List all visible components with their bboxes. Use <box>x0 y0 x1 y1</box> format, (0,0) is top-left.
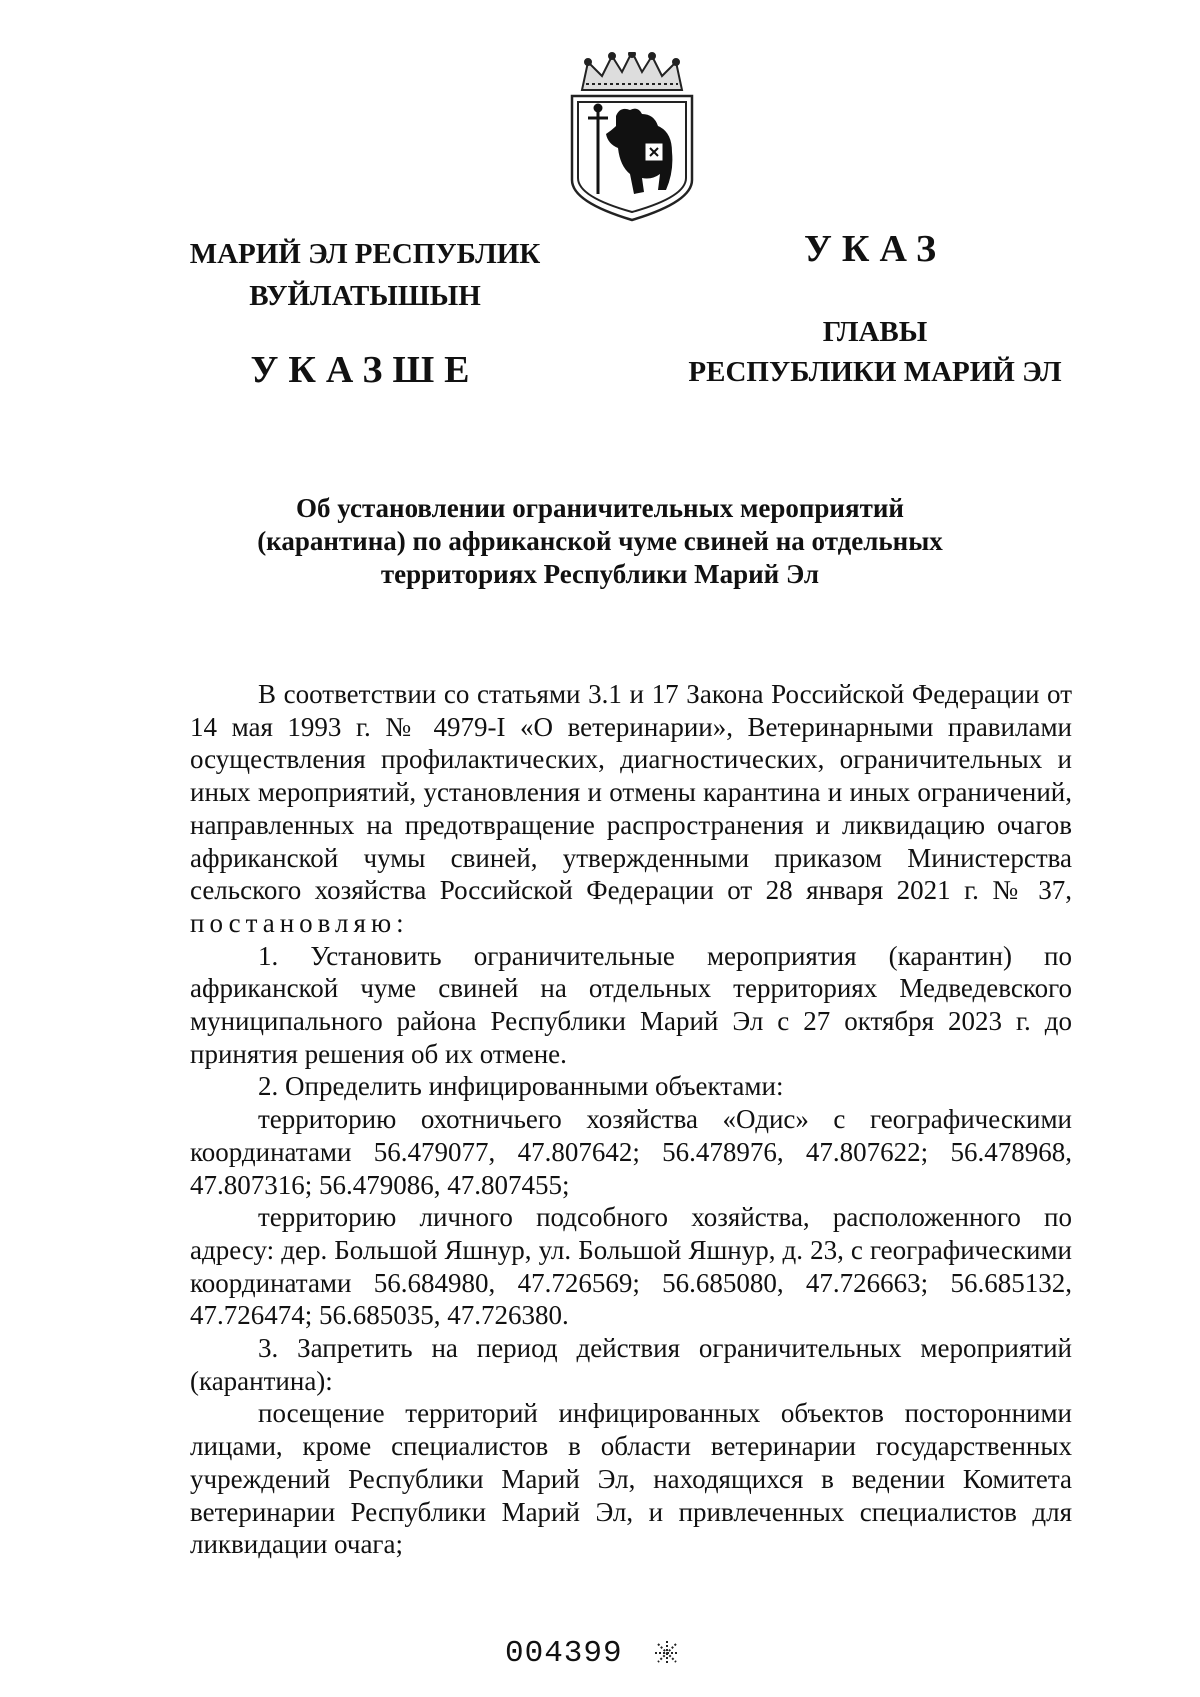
coat-of-arms-icon <box>568 52 696 224</box>
header-right-line2: РЕСПУБЛИКИ МАРИЙ ЭЛ <box>688 356 1062 388</box>
header-right-line1: ГЛАВЫ <box>822 316 928 348</box>
document-body <box>190 678 1072 1561</box>
header-left-title: УКАЗШЕ <box>250 349 480 391</box>
title-line1: Об установлении ограничительных мероприятий <box>296 493 904 523</box>
decree-colon: : <box>396 907 404 938</box>
asterisk-mark-icon <box>653 1639 681 1667</box>
decree-word: постановляю <box>190 907 397 938</box>
item-2: 2. Определить инфицированными объектами: <box>258 1071 784 1102</box>
preamble-text: В соответствии со статьями 3.1 и 17 Закона Российской Федерации от 14 мая 1993 г. № 4979-I «О ветеринарии», Ветеринарными правилами осуществления профилактических, диагностических, ограничительных и иных мероприятий, установления и отмены карантина и иных ограничений, направленных на предотвращение распространения и ликвидацию очагов африканской чумы свиней, утвержденными приказом Министерства сельского хозяйства Российской Федерации от 28 января 2021 г. № 37, <box>190 679 1072 906</box>
item-2-object-b: территорию личного подсобного хозяйства, расположенного по адресу: дер. Большой Яшнур, ул. Большой Яшнур, д. 23, с географическими координатами 56.684980, 47.726569; 56.685080, 47.726663; 56.685132, 47.726474; 56.685035, 47.726380. <box>190 1202 1072 1331</box>
item-3-clause-a: посещение территорий инфицированных объектов посторонними лицами, кроме специалистов в области ветеринарии государственных учреждений Республики Марий Эл, находящихся в ведении Комитета ветеринарии Республики Марий Эл, и привлеченных специалистов для ликвидации очага; <box>190 1398 1072 1560</box>
header-mari <box>165 233 565 393</box>
preamble-paragraph <box>190 678 1072 940</box>
item-1: 1. Установить ограничительные мероприятия (карантин) по африканской чуме свиней на отдельных территориях Медведевского муниципального района Республики Марий Эл с 27 октября 2023 г. до принятия решения об их отмене. <box>190 940 1072 1069</box>
document-title <box>195 492 1005 591</box>
item-3: 3. Запретить на период действия ограничительных мероприятий (карантина): <box>190 1333 1072 1396</box>
header-left-line2: ВУЙЛАТЫШЫН <box>249 280 481 312</box>
title-line3: территориях Республики Марий Эл <box>380 559 820 589</box>
header-left-line1: МАРИЙ ЭЛ РЕСПУБЛИК <box>189 238 541 270</box>
header-russian <box>675 226 1075 392</box>
item-2-object-a: территорию охотничьего хозяйства «Одис» с географическими координатами 56.479077, 47.807642; 56.478976, 47.807622; 56.478968, 47.807316; 56.479086, 47.807455; <box>190 1104 1072 1200</box>
title-line2: (карантина) по африканской чуме свиней на отдельных <box>257 526 943 556</box>
header-right-title: УКАЗ <box>804 228 946 270</box>
serial-number: 004399 <box>505 1636 623 1671</box>
